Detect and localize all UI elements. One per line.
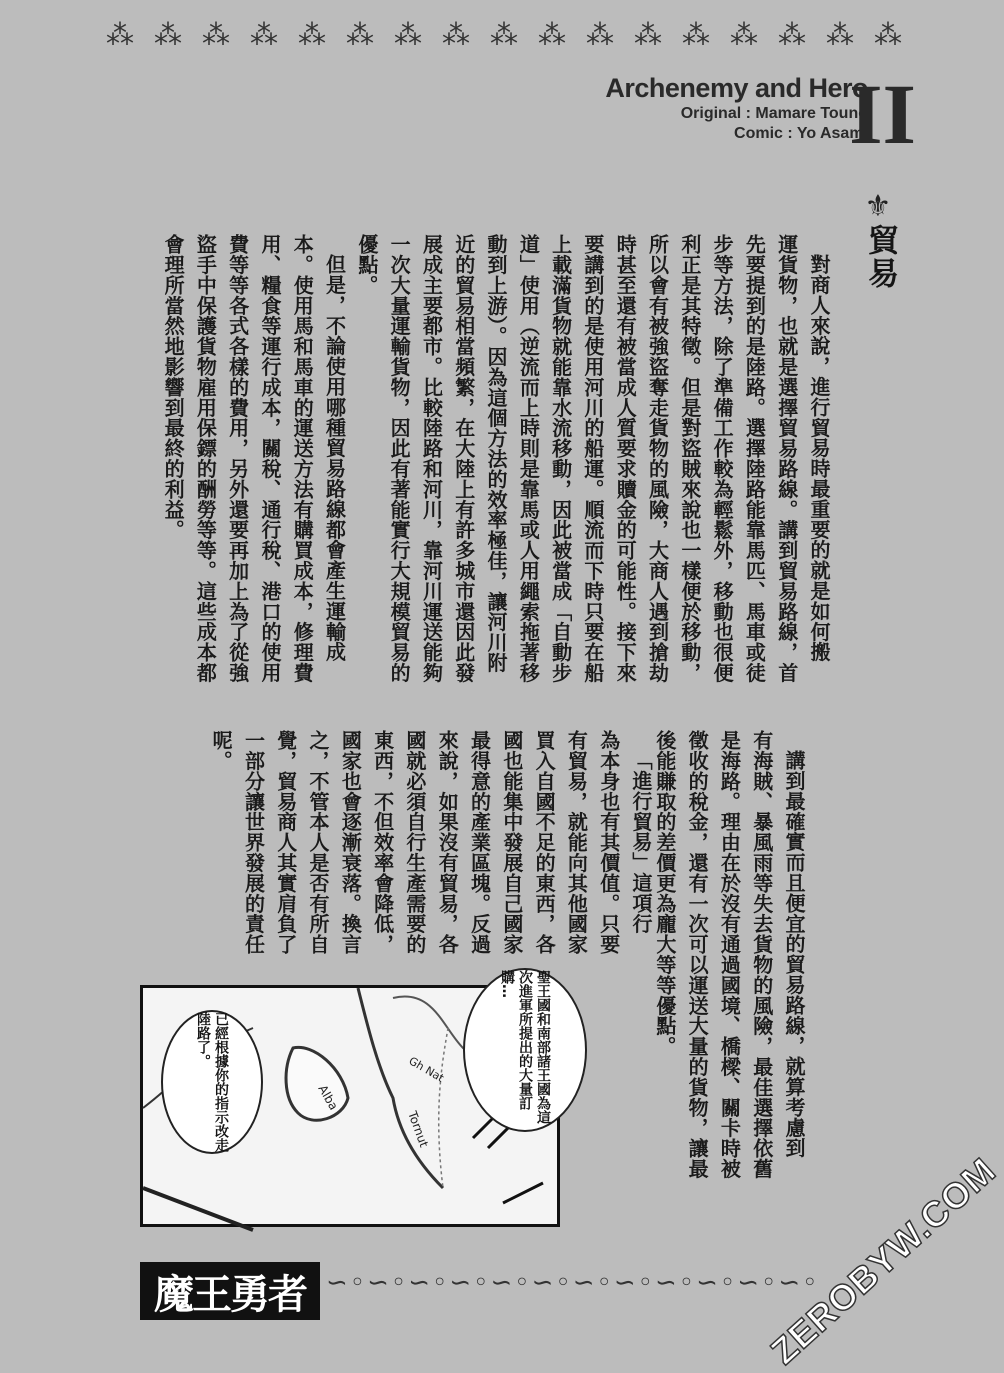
manga-panel: [140, 970, 560, 1227]
text-column: 會理所當然地影響到最終的利益。: [161, 234, 186, 540]
bottom-ornament-border: ∽◦∽◦∽◦∽◦∽◦∽◦∽◦∽◦∽◦∽◦∽◦∽◦: [326, 1268, 820, 1298]
series-title: Archenemy and Hero: [605, 73, 868, 103]
text-column: 先要提到的是陸路。選擇陸路能靠馬匹、馬車或徒: [742, 234, 767, 683]
top-ornament-border: ⁂ ⁂ ⁂ ⁂ ⁂ ⁂ ⁂ ⁂ ⁂ ⁂ ⁂ ⁂ ⁂ ⁂ ⁂ ⁂ ⁂: [106, 18, 902, 51]
svg-text:Alba: Alba: [315, 1082, 341, 1113]
text-column: 本。使用馬和馬車的運送方法有購買成本，修理費: [290, 234, 315, 683]
text-column: 步等方法，除了準備工作較為輕鬆外，移動也很便: [710, 234, 735, 683]
text-column: 是海路。理由在於沒有通過國境、橋樑、關卡時被: [717, 730, 742, 1179]
text-column: 上載滿貨物就能靠水流移動，因此被當成「自動步: [548, 234, 573, 683]
text-column: 展成主要都市。比較陸路和河川，靠河川運送能夠: [419, 234, 444, 683]
svg-text:Gh Nat: Gh Nat: [406, 1054, 447, 1085]
speech-bubble-left: 已經根據你的指示改走陸路了。: [161, 1010, 263, 1154]
lower-short-text-block: [205, 730, 657, 965]
text-column: 國就必須自行生產需要的: [402, 730, 427, 955]
text-column: 為本身也有其價值。只要: [596, 730, 621, 955]
watermark: ZEROBYW.COM: [762, 1149, 1004, 1372]
text-column: 運貨物，也就是選擇貿易路線。講到貿易路線，首: [774, 234, 799, 683]
svg-text:Tornut: Tornut: [405, 1109, 432, 1150]
text-column: 國也能集中發展自己國家: [499, 730, 524, 955]
text-column: 對商人來說，進行貿易時最重要的就是如何搬: [807, 254, 831, 662]
text-column: 但是，不論使用哪種貿易路線都會產生運輸成: [322, 254, 347, 662]
text-column: 時甚至還有被當成人質要求贖金的可能性。接下來: [613, 234, 638, 683]
original-credit: Original : Mamare Touno: [680, 105, 868, 122]
text-column: 來說，如果沒有貿易，各: [435, 730, 460, 955]
comic-credit: Comic : Yo Asami: [734, 125, 868, 142]
text-column: 呢。: [209, 730, 234, 771]
fleur-de-lis-icon: ⚜: [864, 189, 892, 224]
top-text-block: [157, 234, 835, 694]
lower-long-text-block: [649, 730, 810, 1200]
text-column: 徵收的稅金，還有一次可以運送大量的貨物，讓最: [685, 730, 710, 1179]
volume-number: II: [849, 66, 916, 162]
text-column: 後能賺取的差價更為龐大等等優點。: [652, 730, 677, 1057]
text-column: 有貿易，就能向其他國家: [564, 730, 589, 955]
text-column: 所以會有被強盜奪走貨物的風險，大商人遇到搶劫: [645, 234, 670, 683]
text-column: 費等等各式各樣的費用，另外還要再加上為了從強: [225, 234, 250, 683]
series-logo: 魔王勇者: [140, 1262, 320, 1320]
text-column: 要講到的是使用河川的船運。順流而下時只要在船: [580, 234, 605, 683]
text-column: 一次大量運輸貨物，因此有著能實行大規模貿易的: [387, 234, 412, 683]
speech-bubble-right: 聖王國和南部諸王國為這次進軍所提出的大量訂購…: [463, 968, 587, 1132]
text-column: 講到最確實而且便宜的貿易路線，就算考慮到: [782, 750, 806, 1158]
text-column: 一部分讓世界發展的責任: [241, 730, 266, 955]
text-column: 之，不管本人是否有所自: [306, 730, 331, 955]
text-column: 優點。: [354, 234, 379, 296]
text-column: 國家也會逐漸衰落。換言: [338, 730, 363, 955]
series-title-block: [605, 72, 868, 144]
text-column: 「進行貿易」這項行: [629, 750, 653, 934]
section-heading: 貿易: [862, 224, 898, 290]
text-column: 動到上游）。因為這個方法的效率極佳，讓河川附: [484, 234, 509, 673]
text-column: 覺，貿易商人其實肩負了: [273, 730, 298, 955]
text-column: 近的貿易相當頻繁，在大陸上有許多城市還因此發: [451, 234, 476, 683]
text-column: 最得意的產業區塊。反過: [467, 730, 492, 955]
section-header: [858, 190, 898, 290]
text-column: 有海賊、暴風雨等失去貨物的風險，最佳選擇依舊: [749, 730, 774, 1179]
text-column: 盜手中保護貨物雇用保鏢的酬勞等等。這些成本都: [193, 234, 218, 683]
text-column: 利正是其特徵。但是對盜賊來說也一樣便於移動，: [677, 234, 702, 683]
text-column: 買入自國不足的東西，各: [532, 730, 557, 955]
text-column: 道」使用（逆流而上時則是靠馬或人用繩索拖著移: [516, 234, 541, 683]
text-column: 東西，不但效率會降低，: [370, 730, 395, 955]
text-column: 用、糧食等運行成本，關稅、通行稅、港口的使用: [257, 234, 282, 683]
